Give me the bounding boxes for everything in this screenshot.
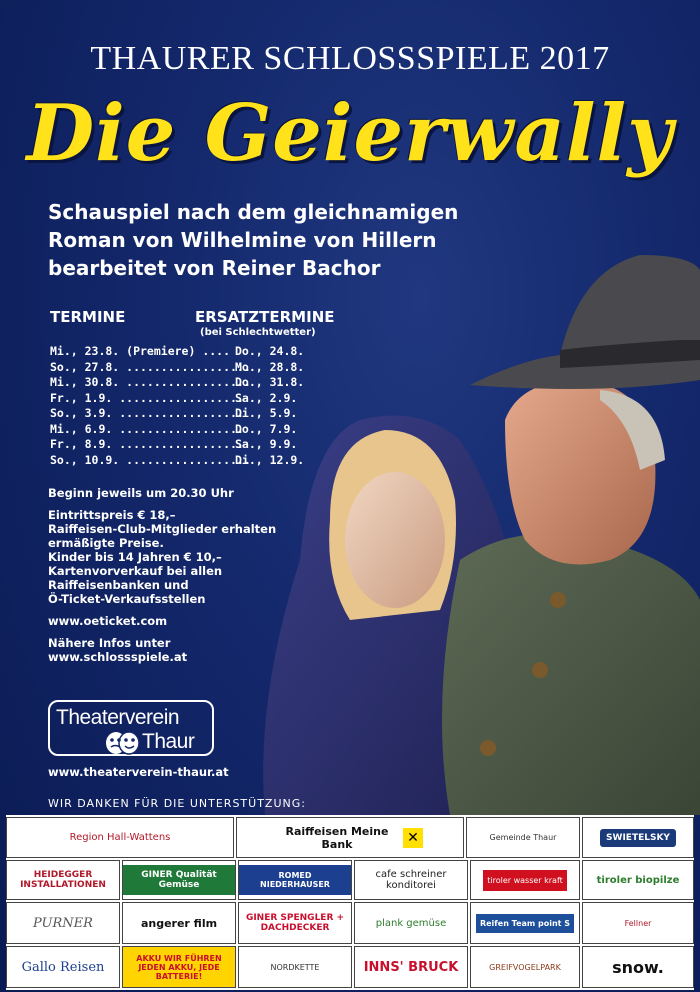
subtitle-line: Schauspiel nach dem gleichnamigen bbox=[48, 200, 459, 224]
sponsor-name: SWIETELSKY bbox=[600, 829, 676, 847]
play-title: Die Geierwally bbox=[26, 88, 674, 179]
sponsor-logo: GINER SPENGLER + DACHDECKER bbox=[238, 902, 352, 944]
sponsor-logo: tiroler biopilze bbox=[582, 860, 694, 900]
sponsor-logo: Gemeinde Thaur bbox=[466, 817, 580, 858]
sponsor-logo: snow. bbox=[582, 946, 694, 988]
price: Eintrittspreis € 18,– bbox=[48, 508, 176, 522]
sponsor-name: tiroler wasser kraft bbox=[483, 870, 567, 891]
thanks-heading: WIR DANKEN FÜR DIE UNTERSTÜTZUNG: bbox=[48, 797, 306, 810]
sponsor-logo: AKKU WIR FÜHREN JEDEN AKKU, JEDE BATTERIE! bbox=[122, 946, 236, 988]
logo-line: Thaur bbox=[142, 730, 195, 753]
sponsor-logo: Gallo Reisen bbox=[6, 946, 120, 988]
schedule-row bbox=[50, 391, 330, 407]
sponsor-logo: cafe schreiner konditorei bbox=[354, 860, 468, 900]
sponsor-name: Reifen Team point S bbox=[476, 914, 574, 933]
date: So., 3.9. .................. bbox=[50, 406, 244, 420]
schedule-row bbox=[50, 360, 330, 376]
date: Fr., 8.9. .................. bbox=[50, 437, 244, 451]
sponsor-logo: NORDKETTE bbox=[238, 946, 352, 988]
alt-date: Sa., 2.9. bbox=[235, 390, 298, 405]
sponsor-name: GINER Qualität Gemüse bbox=[123, 865, 235, 895]
sponsor-logo: Region Hall-Wattens bbox=[6, 817, 234, 858]
club-note: Raiffeisen-Club-Mitglieder erhalten bbox=[48, 522, 277, 536]
date: So., 27.8. .................. bbox=[50, 359, 251, 374]
sponsor-logo bbox=[470, 902, 580, 944]
schedule-row bbox=[50, 344, 330, 360]
subtitle bbox=[48, 198, 478, 282]
schedule-row bbox=[50, 422, 330, 438]
theater-masks-icon bbox=[102, 730, 142, 756]
alt-date: Do., 31.8. bbox=[235, 375, 305, 389]
alt-date: Mo., 28.8. bbox=[235, 359, 305, 374]
schedule-row bbox=[50, 375, 330, 391]
raiffeisen-icon: ✕ bbox=[403, 828, 423, 848]
alt-dates-note: (bei Schlechtwetter) bbox=[200, 327, 316, 338]
date: Mi., 30.8. .................. bbox=[50, 375, 251, 389]
schedule-row bbox=[50, 406, 330, 422]
date: Mi., 6.9. .................. bbox=[50, 421, 244, 436]
dates-heading: TERMINE bbox=[50, 308, 126, 326]
sponsor-logo: plank gemüse bbox=[354, 902, 468, 944]
sponsor-logo: Fellner bbox=[582, 902, 694, 944]
info-block bbox=[48, 486, 308, 664]
festival-title: THAURER SCHLOSSSPIELE 2017 bbox=[90, 40, 610, 77]
alt-date: Sa., 9.9. bbox=[235, 437, 298, 451]
logo-line: Theaterverein bbox=[56, 706, 180, 729]
sponsor-name: Raiffeisen Meine Bank bbox=[285, 824, 389, 851]
sponsor-logo bbox=[122, 860, 236, 900]
sponsor-logo: GREIFVOGELPARK bbox=[470, 946, 580, 988]
sponsor-logo: HEIDEGGER INSTALLATIONEN bbox=[6, 860, 120, 900]
sponsor-name: ROMED NIEDERHAUSER bbox=[239, 865, 351, 895]
sponsor-logo bbox=[238, 860, 352, 900]
date: Mi., 23.8. (Premiere) .... bbox=[50, 344, 231, 358]
date: Fr., 1.9. .................. bbox=[50, 390, 244, 405]
alt-date: Di., 5.9. bbox=[235, 406, 298, 420]
date: So., 10.9. .................. bbox=[50, 452, 251, 467]
schedule-row bbox=[50, 453, 330, 469]
subtitle-line: Roman von Wilhelmine von Hillern bbox=[48, 228, 437, 252]
alt-date: Di., 12.9. bbox=[235, 452, 305, 467]
alt-date: Do., 7.9. bbox=[235, 421, 298, 436]
kids-price: Kinder bis 14 Jahren € 10,– bbox=[48, 550, 222, 564]
subtitle-line: bearbeitet von Reiner Bachor bbox=[48, 256, 381, 280]
schedule-row bbox=[50, 437, 330, 453]
sponsor-logo: PURNER bbox=[6, 902, 120, 944]
sponsor-logo: angerer film bbox=[122, 902, 236, 944]
club-note: ermäßigte Preise. bbox=[48, 536, 164, 550]
presale-note: Kartenvorverkauf bei allen bbox=[48, 564, 223, 578]
oeticket-link[interactable]: www.oeticket.com bbox=[48, 614, 168, 628]
sponsor-grid bbox=[6, 815, 694, 990]
begin-time: Beginn jeweils um 20.30 Uhr bbox=[48, 486, 234, 500]
presale-note: Ö-Ticket-Verkaufsstellen bbox=[48, 592, 206, 606]
alt-date: Do., 24.8. bbox=[235, 344, 305, 358]
sponsor-logo bbox=[470, 860, 580, 900]
sponsor-logo: INNS' BRUCK bbox=[354, 946, 468, 988]
schedule-table bbox=[50, 344, 330, 468]
sponsor-logo bbox=[236, 817, 464, 858]
presale-note: Raiffeisenbanken und bbox=[48, 578, 189, 592]
theaterverein-link[interactable]: www.theaterverein-thaur.at bbox=[48, 765, 229, 779]
more-info: Nähere Infos unter bbox=[48, 636, 171, 650]
sponsor-logo bbox=[582, 817, 694, 858]
schlossspiele-link[interactable]: www.schlossspiele.at bbox=[48, 650, 188, 664]
alt-dates-heading: ERSATZTERMINE bbox=[195, 308, 335, 326]
theaterverein-logo bbox=[48, 700, 214, 756]
